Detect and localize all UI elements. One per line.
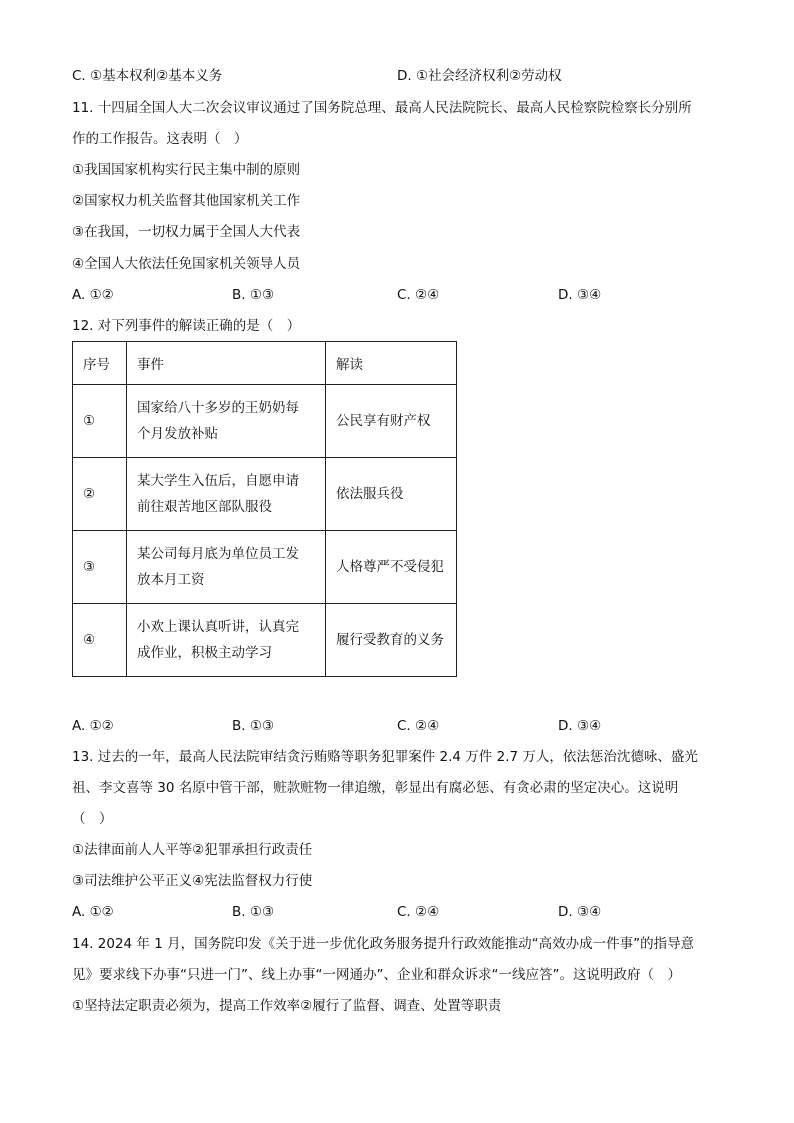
q13-items-line1: ①法律面前人人平等②犯罪承担行政责任 xyxy=(72,842,313,858)
q11-option-d: D. ③④ xyxy=(558,287,602,303)
table-row xyxy=(73,604,457,677)
header-reading: 解读 xyxy=(326,342,457,385)
row-reading: 公民享有财产权 xyxy=(326,385,457,458)
q10-option-d: D. ①社会经济权利②劳动权 xyxy=(397,68,562,84)
q11-stem-line2: 作的工作报告。这表明（ ） xyxy=(72,131,248,147)
q12-stem: 12. 对下列事件的解读正确的是（ ） xyxy=(72,318,301,334)
q12-option-d: D. ③④ xyxy=(558,718,602,734)
q13-option-d: D. ③④ xyxy=(558,904,602,920)
event-line2: 成作业，积极主动学习 xyxy=(137,645,272,661)
row-reading: 依法服兵役 xyxy=(326,458,457,531)
row-event xyxy=(127,385,326,458)
header-event: 事件 xyxy=(127,342,326,385)
q14-stem-line1: 14. 2024 年 1 月，国务院印发《关于进一步优化政务服务提升行政效能推动“高效办成一件事”的指导意 xyxy=(72,936,695,952)
row-no: ③ xyxy=(73,531,127,604)
q13-items-line2: ③司法维护公平正义④宪法监督权力行使 xyxy=(72,873,313,889)
q13-option-c: C. ②④ xyxy=(397,904,440,920)
q11-option-a: A. ①② xyxy=(72,287,114,303)
q12-option-b: B. ①③ xyxy=(232,718,275,734)
event-line1: 国家给八十多岁的王奶奶每 xyxy=(137,400,299,416)
q13-option-b: B. ①③ xyxy=(232,904,275,920)
event-line2: 前往艰苦地区部队服役 xyxy=(137,499,272,515)
event-line2: 个月发放补贴 xyxy=(137,426,218,442)
q12-option-c: C. ②④ xyxy=(397,718,440,734)
event-line1: 某公司每月底为单位员工发 xyxy=(137,546,299,562)
q13-option-a: A. ①② xyxy=(72,904,114,920)
event-line1: 小欢上课认真听讲，认真完 xyxy=(137,619,299,635)
event-line2: 放本月工资 xyxy=(137,572,205,588)
table-row xyxy=(73,458,457,531)
q14-items-line1: ①坚持法定职责必须为，提高工作效率②履行了监督、调查、处置等职责 xyxy=(72,998,502,1014)
q11-option-b: B. ①③ xyxy=(232,287,275,303)
header-no: 序号 xyxy=(73,342,127,385)
row-no: ④ xyxy=(73,604,127,677)
q11-item-2: ②国家权力机关监督其他国家机关工作 xyxy=(72,193,301,209)
row-event xyxy=(127,604,326,677)
row-event xyxy=(127,458,326,531)
q11-item-3: ③在我国，一切权力属于全国人大代表 xyxy=(72,224,301,240)
q14-stem-line2: 见》要求线下办事“只进一门”、线上办事“一网通办”、企业和群众诉求“一线应答”。这说明政府（ ） xyxy=(72,967,681,983)
q11-item-1: ①我国国家机构实行民主集中制的原则 xyxy=(72,162,301,178)
row-reading: 人格尊严不受侵犯 xyxy=(326,531,457,604)
table-row xyxy=(73,531,457,604)
table-row xyxy=(73,385,457,458)
event-line1: 某大学生入伍后，自愿申请 xyxy=(137,473,299,489)
q13-stem-line2: 祖、李文喜等 30 名原中管干部，赃款赃物一律追缴，彰显出有腐必惩、有贪必肃的坚定决心。这说明 xyxy=(72,780,679,796)
row-event xyxy=(127,531,326,604)
q11-stem-line1: 11. 十四届全国人大二次会议审议通过了国务院总理、最高人民法院院长、最高人民检察院检察长分别所 xyxy=(72,100,692,116)
q11-option-c: C. ②④ xyxy=(397,287,440,303)
q13-stem-line1: 13. 过去的一年，最高人民法院审结贪污贿赂等职务犯罪案件 2.4 万件 2.7 万人，依法惩治沈德咏、盛光 xyxy=(72,749,698,765)
q11-item-4: ④全国人大依法任免国家机关领导人员 xyxy=(72,256,301,272)
q12-option-a: A. ①② xyxy=(72,718,114,734)
q13-stem-line3: （ ） xyxy=(72,811,113,827)
q12-table xyxy=(72,341,457,677)
table-header-row xyxy=(73,342,457,385)
row-no: ② xyxy=(73,458,127,531)
row-no: ① xyxy=(73,385,127,458)
row-reading: 履行受教育的义务 xyxy=(326,604,457,677)
q10-option-c: C. ①基本权利②基本义务 xyxy=(72,68,223,84)
